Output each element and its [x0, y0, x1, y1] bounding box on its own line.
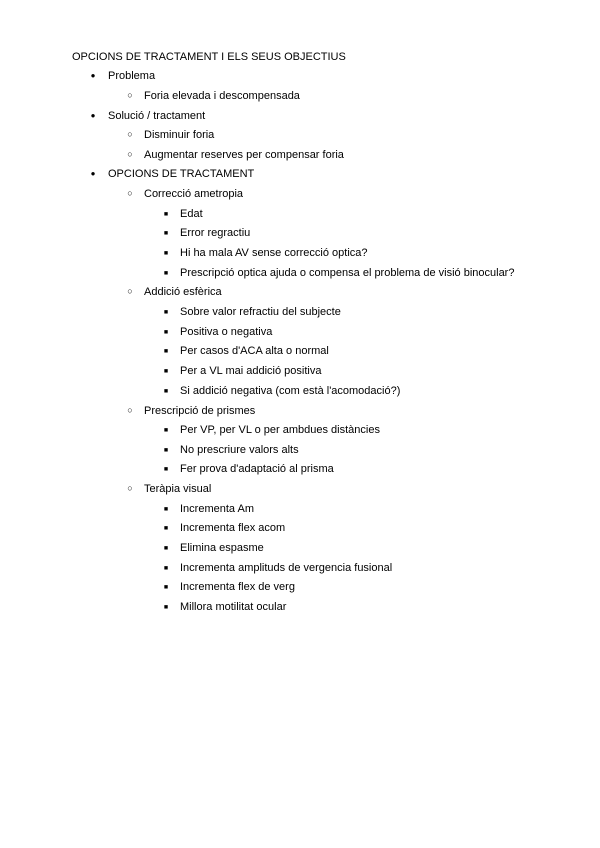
list-item-text: Hi ha mala AV sense correcció optica? — [180, 247, 368, 259]
list-item-text: Solució / tractament — [108, 110, 206, 122]
square-bullet-icon — [159, 266, 173, 282]
square-bullet-icon — [159, 246, 173, 262]
list-item-text: Incrementa amplituds de vergencia fusional — [180, 562, 393, 574]
list-item-text: OPCIONS DE TRACTAMENT — [108, 168, 255, 180]
square-bullet-icon — [159, 462, 173, 478]
list-item-text: No prescriure valors alts — [180, 444, 299, 456]
square-bullet-icon — [159, 325, 173, 341]
list-item-text: Problema — [108, 70, 156, 82]
circle-bullet-icon — [123, 128, 137, 142]
square-bullet-icon — [159, 521, 173, 537]
square-bullet-icon — [159, 364, 173, 380]
list-item-text: Sobre valor refractiu del subjecte — [180, 306, 341, 318]
list-item-text: Correcció ametropia — [144, 188, 244, 200]
list-item-text: Incrementa flex de verg — [180, 581, 295, 593]
square-bullet-icon — [159, 502, 173, 518]
disc-bullet-icon — [86, 69, 100, 84]
list-item-text: Millora motilitat ocular — [180, 601, 287, 613]
square-bullet-icon — [159, 305, 173, 321]
list-item-text: Incrementa Am — [180, 503, 254, 515]
square-bullet-icon — [159, 423, 173, 439]
circle-bullet-icon — [123, 404, 137, 418]
list-item-text: Prescripció de prismes — [144, 405, 256, 417]
square-bullet-icon — [159, 344, 173, 360]
square-bullet-icon — [159, 600, 173, 616]
list-item-text: Foria elevada i descompensada — [144, 90, 300, 102]
square-bullet-icon — [159, 384, 173, 400]
circle-bullet-icon — [123, 285, 137, 299]
list-item-text: Per a VL mai addició positiva — [180, 365, 322, 377]
list-item-text: Augmentar reserves per compensar foria — [144, 149, 344, 161]
list-item-text: Positiva o negativa — [180, 326, 273, 338]
list-item-text: Addició esfèrica — [144, 286, 222, 298]
disc-bullet-icon — [86, 167, 100, 182]
document-title: OPCIONS DE TRACTAMENT I ELS SEUS OBJECTIUS — [72, 51, 346, 63]
list-item-text: Si addició negativa (com està l'acomodació?) — [180, 385, 401, 397]
circle-bullet-icon — [123, 89, 137, 103]
list-item-text: Elimina espasme — [180, 542, 264, 554]
list-item-text: Disminuir foria — [144, 129, 215, 141]
list-item-text: Edat — [180, 208, 203, 220]
list-item-text: Per VP, per VL o per ambdues distàncies — [180, 424, 380, 436]
square-bullet-icon — [159, 561, 173, 577]
circle-bullet-icon — [123, 148, 137, 162]
list-item-text: Per casos d'ACA alta o normal — [180, 345, 329, 357]
list-item-text: Prescripció optica ajuda o compensa el problema de visió binocular? — [180, 267, 515, 279]
square-bullet-icon — [159, 580, 173, 596]
list-item-text: Incrementa flex acom — [180, 522, 286, 534]
list-item-text: Fer prova d'adaptació al prisma — [180, 463, 334, 475]
square-bullet-icon — [159, 541, 173, 557]
disc-bullet-icon — [86, 109, 100, 124]
list-item-text: Teràpia visual — [144, 483, 212, 495]
square-bullet-icon — [159, 443, 173, 459]
circle-bullet-icon — [123, 187, 137, 201]
square-bullet-icon — [159, 207, 173, 223]
circle-bullet-icon — [123, 482, 137, 496]
square-bullet-icon — [159, 226, 173, 242]
list-item-text: Error regractiu — [180, 227, 251, 239]
